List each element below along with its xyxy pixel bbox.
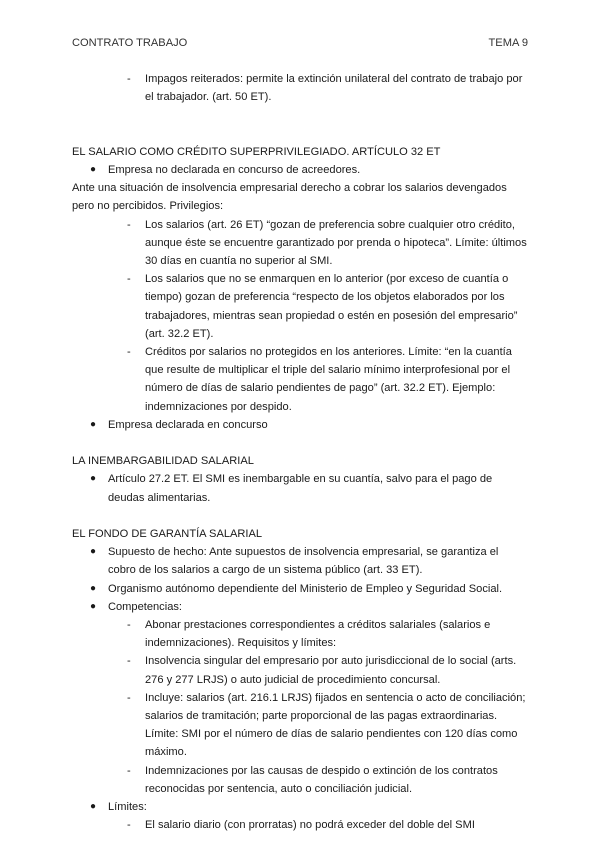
list-item-text: Límite: SMI por el número de días de salario pendientes con 120 días como [145, 728, 518, 741]
list-item [72, 270, 532, 288]
list-item-text: Insolvencia singular del empresario por auto jurisdiccional de lo social (arts. [145, 655, 517, 668]
list-item-text: salarios de tramitación; parte proporcional de las pagas extraordinarias. [145, 710, 498, 723]
topic-number: TEMA 9 [488, 37, 528, 49]
bullet-text: Supuesto de hecho: Ante supuestos de insolvencia empresarial, se garantiza el [108, 546, 499, 559]
list-item [72, 689, 532, 707]
dash-marker: - [127, 73, 131, 85]
dash-marker: - [127, 273, 131, 286]
list-item-text: máximo. [145, 746, 187, 759]
paragraph-line: pero no percibidos. Privilegios: [72, 200, 224, 213]
dash-marker: - [127, 218, 131, 231]
bullet-item [72, 161, 532, 179]
bullet-marker: ● [90, 801, 97, 813]
list-item-text: 30 días en cuantía no superior al SMI. [145, 255, 333, 267]
list-item-text: Los salarios (art. 26 ET) “gozan de preferencia sobre cualquier otro crédito, [145, 218, 515, 231]
bullet-marker: ● [90, 163, 97, 175]
dash-marker: - [127, 346, 131, 359]
list-item-continuation [72, 88, 532, 106]
list-item-text: el trabajador. (art. 50 ET). [145, 91, 272, 104]
list-item-text: indemnizaciones por despido. [145, 400, 292, 413]
bullet-marker: ● [90, 600, 97, 612]
list-item-text: 276 y 277 LRJS) o auto judicial de procedimiento concursal. [145, 673, 441, 686]
bullet-item [72, 416, 532, 434]
bullet-item [72, 470, 532, 488]
list-item [72, 652, 532, 670]
list-item [72, 816, 532, 834]
list-item-text: Los salarios que no se enmarquen en lo anterior (por exceso de cuantía o [145, 273, 509, 286]
bullet-text: Artículo 27.2 ET. El SMI es inembargable en su cuantía, salvo para el pago de [108, 473, 493, 486]
list-item-impagos [72, 70, 532, 88]
list-item-text: Impagos reiterados: permite la extinción unilateral del contrato de trabajo por [145, 73, 523, 85]
bullet-text: Empresa declarada en concurso [108, 418, 268, 431]
bullet-item [72, 598, 532, 616]
dash-marker: - [127, 764, 131, 777]
document-body [72, 70, 532, 834]
bullet-text: Organismo autónomo dependiente del Ministerio de Empleo y Seguridad Social. [108, 582, 503, 595]
list-item-text: que resulte de multiplicar el triple del salario mínimo interprofesional por el [145, 364, 511, 377]
bullet-marker: ● [90, 582, 97, 594]
list-item-text: Incluye: salarios (art. 216.1 LRJS) fijados en sentencia o acto de conciliación; [145, 691, 526, 704]
list-item-text: El salario diario (con prorratas) no podrá exceder del doble del SMI [145, 819, 475, 832]
bullet-text: deudas alimentarias. [108, 491, 211, 504]
bullet-item [72, 543, 532, 561]
section-heading: EL FONDO DE GARANTÍA SALARIAL [72, 528, 263, 541]
bullet-marker: ● [90, 473, 97, 485]
section-heading: LA INEMBARGABILIDAD SALARIAL [72, 455, 254, 468]
bullet-marker: ● [90, 546, 97, 558]
list-item-text: Abonar prestaciones correspondientes a créditos salariales (salarios e [145, 619, 491, 632]
bullet-item [72, 798, 532, 816]
list-item-text: tiempo) gozan de preferencia “respecto de los objetos elaborados por los [145, 291, 505, 304]
list-item-text: Créditos por salarios no protegidos en los anteriores. Límite: “en la cuantía [145, 346, 512, 359]
bullet-text: Empresa no declarada en concurso de acreedores. [108, 163, 361, 176]
list-item [72, 616, 532, 634]
list-item-text: Indemnizaciones por las causas de despido o extinción de los contratos [145, 764, 498, 777]
dash-marker: - [127, 691, 131, 704]
bullet-text: Competencias: [108, 600, 182, 613]
list-item-text: reconocidas por sentencia, auto o conciliación judicial. [145, 782, 413, 795]
section-heading: EL SALARIO COMO CRÉDITO SUPERPRIVILEGIADO. ARTÍCULO 32 ET [72, 145, 441, 158]
paragraph-line: Ante una situación de insolvencia empresarial derecho a cobrar los salarios devengados [72, 182, 507, 195]
dash-marker: - [127, 619, 131, 632]
list-item-text: número de días de salario pendientes de pago” (art. 32.2 ET). Ejemplo: [145, 382, 496, 395]
list-item [72, 762, 532, 780]
list-item-text: trabajadores, mientras sean propiedad o estén en posesión del empresario” [145, 309, 518, 322]
page-header [72, 34, 528, 52]
dash-marker: - [127, 819, 131, 832]
bullet-item [72, 580, 532, 598]
dash-marker: - [127, 655, 131, 668]
document-title: CONTRATO TRABAJO [72, 37, 188, 49]
list-item-text: (art. 32.2 ET). [145, 327, 214, 340]
list-item-text: indemnizaciones). Requisitos y límites: [145, 637, 337, 650]
list-item-text: aunque éste se encuentre garantizado por prenda o hipoteca”. Límite: últimos [145, 236, 527, 249]
bullet-text: Límites: [108, 801, 147, 814]
bullet-marker: ● [90, 418, 97, 430]
bullet-text: cobro de los salarios a cargo de un sistema público (art. 33 ET). [108, 564, 423, 577]
list-item [72, 216, 532, 234]
list-item [72, 343, 532, 361]
